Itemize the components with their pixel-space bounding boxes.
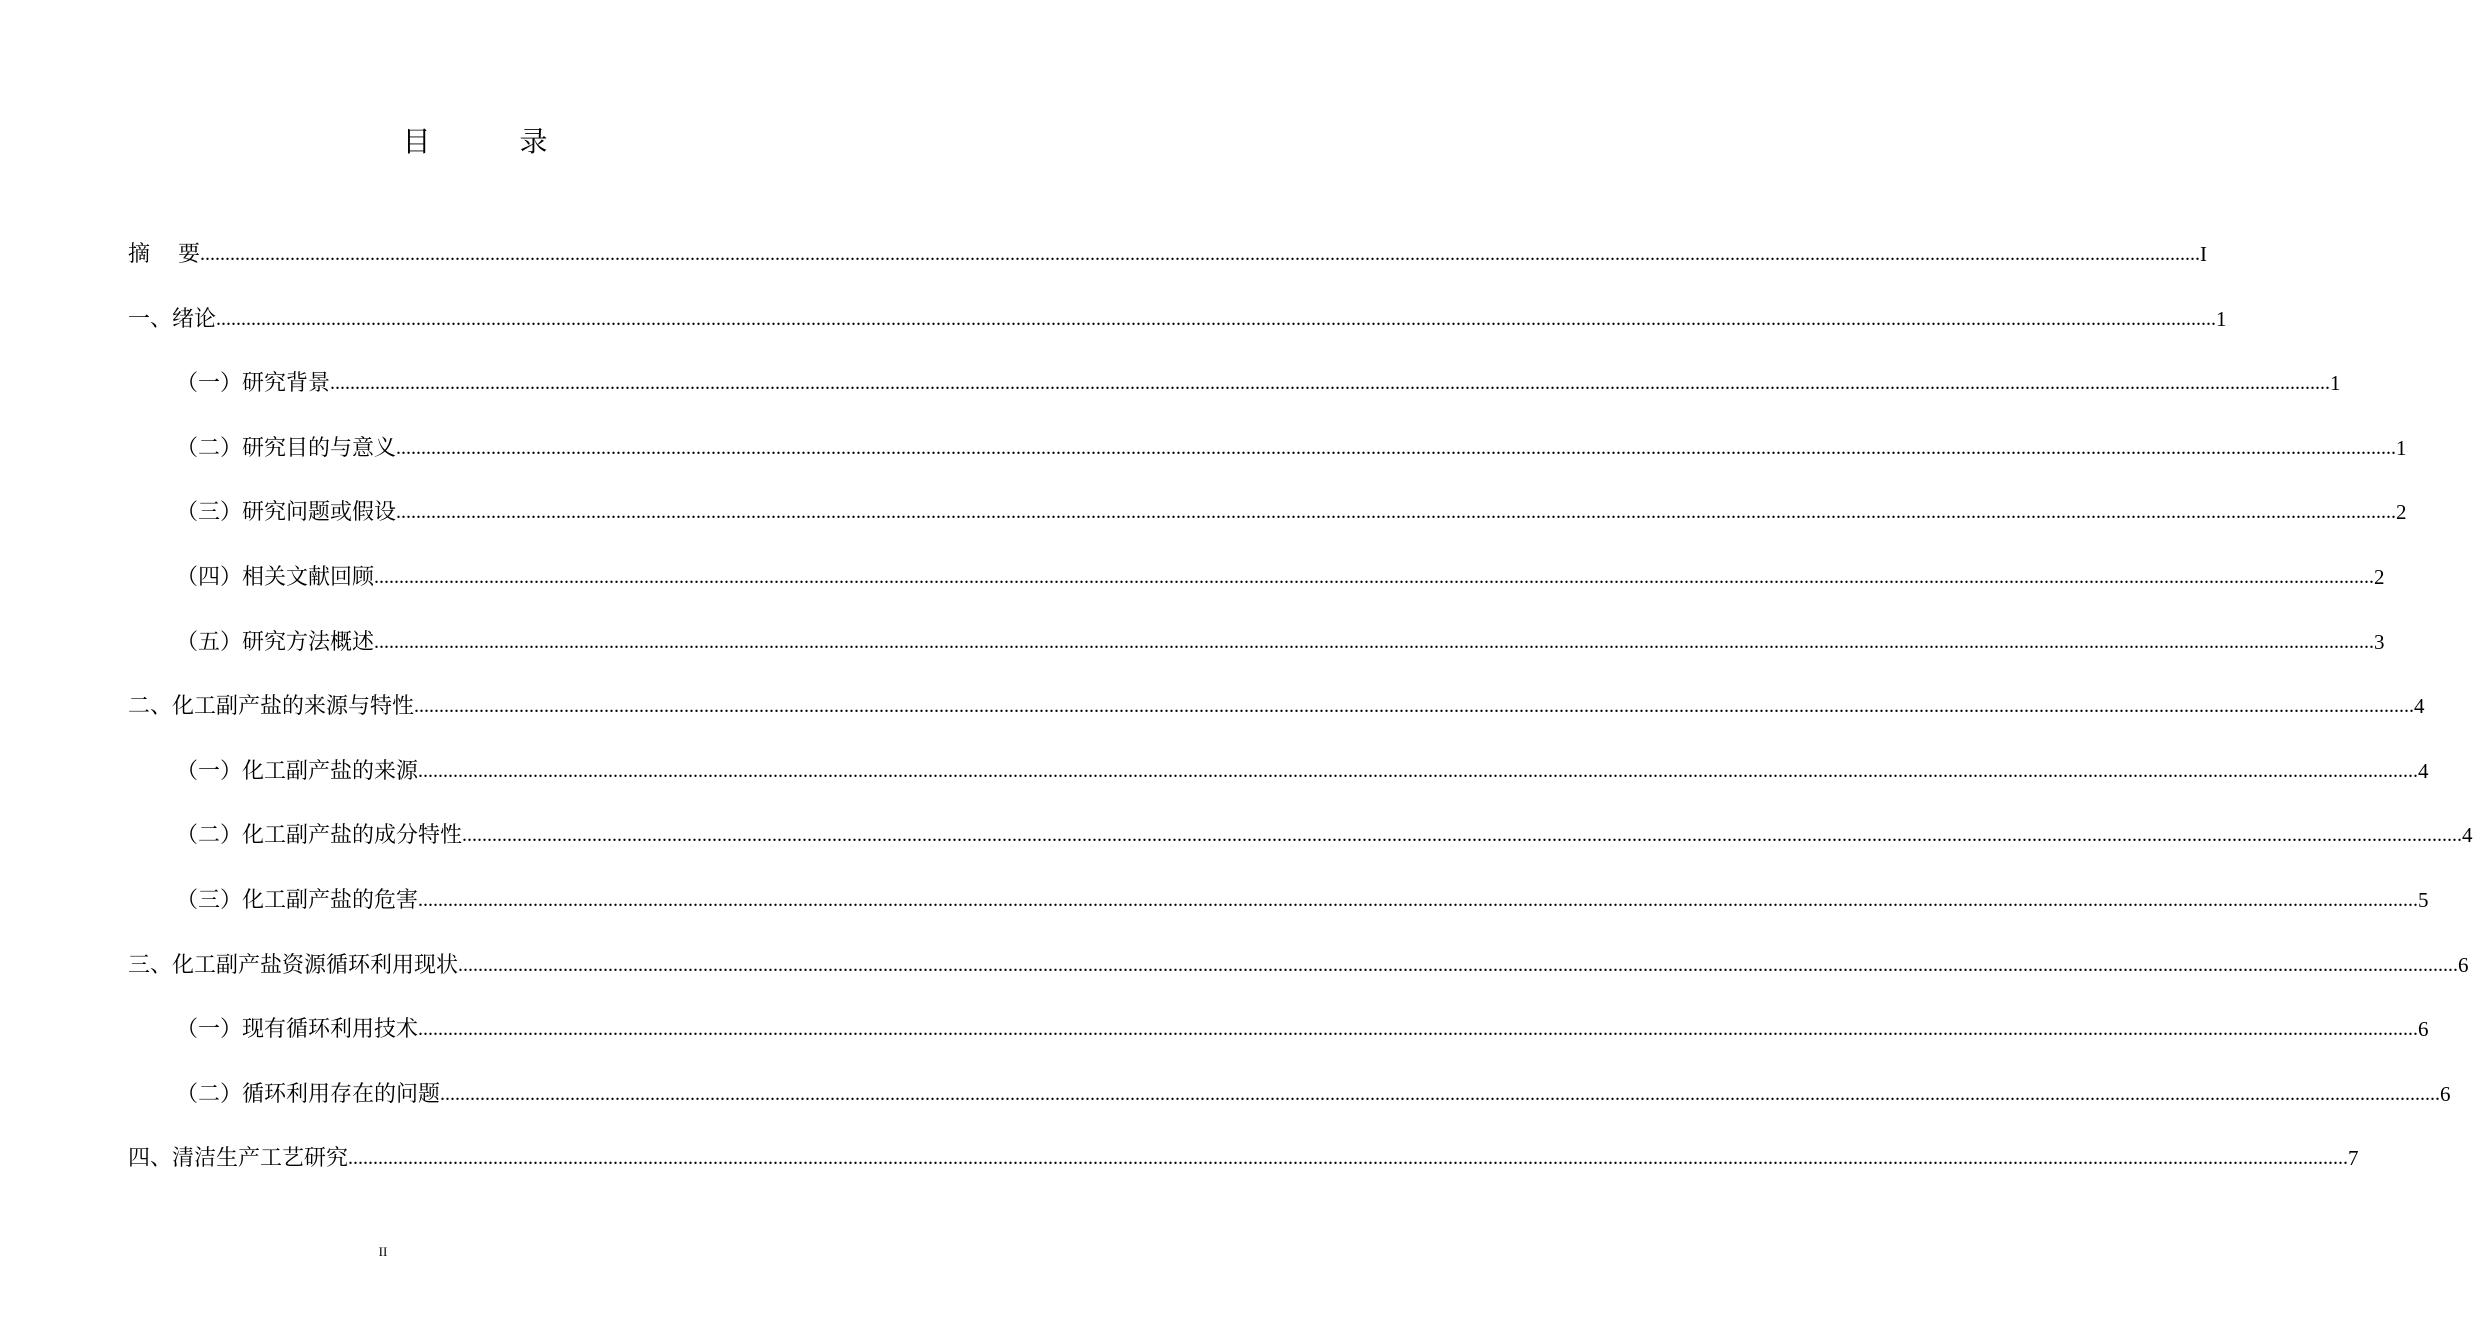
toc-entry-page: 2 [2396,500,2407,525]
toc-entry-page: 4 [2418,758,2429,783]
toc-entry-page: 1 [2396,435,2407,460]
toc-entry[interactable] [128,295,2227,335]
toc-entry-label: （三）化工副产盐的危害 [176,888,419,913]
toc-entry[interactable] [176,618,2385,658]
toc-entry-page: 3 [2374,629,2385,654]
toc-entry[interactable] [176,747,2429,787]
toc-dot-leader: ................................................................................................................................................................................................................................................................................................................................................................................................................ [396,501,2397,524]
toc-entry-page: 4 [2462,823,2473,848]
toc-entry[interactable] [176,553,2385,593]
toc-entry[interactable] [176,424,2407,464]
toc-entry-page: 1 [2216,306,2227,331]
toc-dot-leader: ................................................................................................................................................................................................................................................................................................................................................................................................................ [462,824,2463,847]
toc-entry[interactable] [128,682,2425,722]
toc-entry[interactable] [128,230,2207,270]
toc-entry-page: 7 [2348,1146,2359,1171]
toc-entry-label: （一）现有循环利用技术 [176,1017,419,1043]
toc-entry-label: 二、化工副产盐的来源与特性 [128,694,415,720]
toc-entry-page: 6 [2458,952,2469,977]
toc-title: 目 录 [402,125,588,158]
toc-entry-label: （三）研究问题或假设 [176,500,397,526]
toc-entry-page: 1 [2330,371,2341,396]
toc-entry[interactable] [176,359,2341,399]
toc-dot-leader: ................................................................................................................................................................................................................................................................................................................................................................................................................ [418,1018,2419,1041]
toc-entry-label: （二）循环利用存在的问题 [176,1081,441,1107]
toc-dot-leader: ................................................................................................................................................................................................................................................................................................................................................................................................................ [374,566,2375,588]
toc-entry-label: （四）相关文献回顾 [176,565,375,590]
toc-dot-leader: ................................................................................................................................................................................................................................................................................................................................................................................................................ [348,1147,2349,1170]
toc-entry-label: （一）研究背景 [176,371,331,397]
toc-dot-leader: ................................................................................................................................................................................................................................................................................................................................................................................................................ [199,243,2200,265]
toc-entry[interactable] [176,1005,2429,1045]
toc-dot-leader: ................................................................................................................................................................................................................................................................................................................................................................................................................ [418,889,2419,911]
toc-dot-leader: ................................................................................................................................................................................................................................................................................................................................................................................................................ [330,372,2331,395]
toc-dot-leader: ................................................................................................................................................................................................................................................................................................................................................................................................................ [440,1082,2441,1105]
toc-dot-leader: ................................................................................................................................................................................................................................................................................................................................................................................................................ [458,953,2459,976]
toc-entry[interactable] [128,1134,2359,1174]
toc-entry[interactable] [176,488,2407,528]
toc-entry-page: 6 [2440,1081,2451,1106]
toc-entry-page: 2 [2374,565,2385,589]
toc-entry-page: I [2199,242,2207,266]
toc-entry-label: 摘 要 [128,242,200,267]
toc-entry[interactable] [128,941,2469,981]
toc-dot-leader: ................................................................................................................................................................................................................................................................................................................................................................................................................ [216,307,2217,330]
toc-dot-leader: ................................................................................................................................................................................................................................................................................................................................................................................................................ [418,759,2419,782]
toc-entry-label: 一、绪论 [128,306,217,332]
toc-dot-leader: ................................................................................................................................................................................................................................................................................................................................................................................................................ [374,630,2375,653]
toc-entry[interactable] [176,811,2473,851]
toc-entry-label: （五）研究方法概述 [176,629,375,655]
page-number: II [378,1244,388,1259]
toc-entry-page: 5 [2418,888,2429,912]
toc-entry-label: （二）化工副产盐的成分特性 [176,823,463,849]
toc-entry[interactable] [176,1070,2451,1110]
toc-entry-label: （一）化工副产盐的来源 [176,758,419,784]
toc-entry[interactable] [176,876,2429,916]
toc-dot-leader: ................................................................................................................................................................................................................................................................................................................................................................................................................ [396,436,2397,459]
toc-entry-label: （二）研究目的与意义 [176,435,397,461]
toc-dot-leader: ................................................................................................................................................................................................................................................................................................................................................................................................................ [414,695,2415,718]
toc-entry-page: 6 [2418,1017,2429,1042]
toc-entry-page: 4 [2414,694,2425,719]
toc-entry-label: 三、化工副产盐资源循环利用现状 [128,952,459,978]
toc-entry-label: 四、清洁生产工艺研究 [128,1146,349,1172]
